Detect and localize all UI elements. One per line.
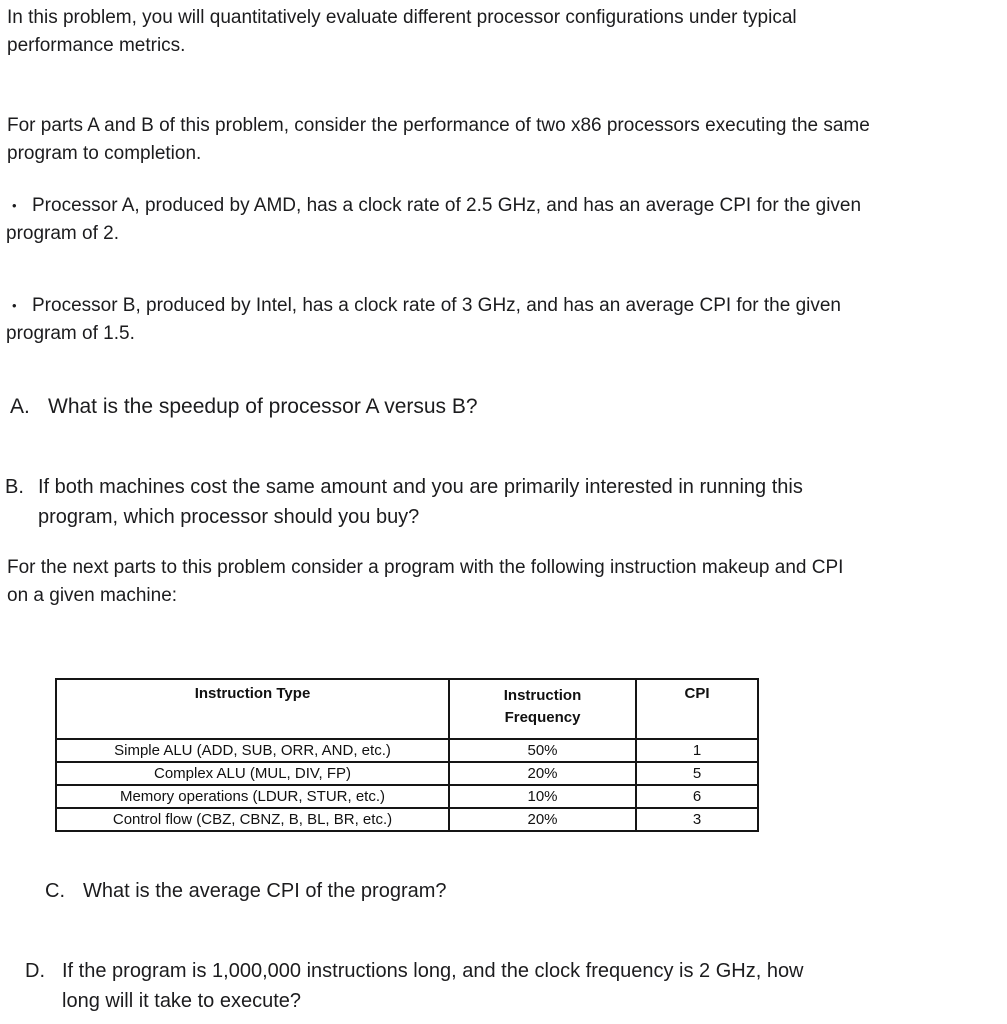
col-header-instruction-type <box>56 679 449 739</box>
processor-a-line-1: Processor A, produced by AMD, has a clock rate of 2.5 GHz, and has an average CPI for the given <box>32 195 862 216</box>
bullet-processor-a <box>6 192 861 248</box>
table-row <box>56 808 758 831</box>
question-b-line-2: program, which processor should you buy? <box>38 506 420 528</box>
intro-line-2: performance metrics. <box>7 35 186 56</box>
col-header-instruction-frequency <box>449 679 636 739</box>
intro-paragraph <box>7 4 797 60</box>
question-b-line-1: If both machines cost the same amount and you are primarily interested in running this <box>38 476 803 498</box>
col-header-cpi <box>636 679 758 739</box>
cell-cpi: 3 <box>636 808 758 831</box>
cell-frequency: 50% <box>449 739 636 762</box>
question-c-label: C. <box>45 880 65 902</box>
question-c <box>45 876 447 906</box>
processor-a-line-2: program of 2. <box>6 223 119 244</box>
cell-instruction-type: Complex ALU (MUL, DIV, FP) <box>56 762 449 785</box>
question-d-line-1: If the program is 1,000,000 instructions long, and the clock frequency is 2 GHz, how <box>62 960 804 982</box>
instruction-table-body <box>56 739 758 831</box>
processor-b-line-2: program of 1.5. <box>6 323 135 344</box>
cell-cpi: 1 <box>636 739 758 762</box>
table-intro-paragraph <box>7 554 843 610</box>
instruction-table <box>55 678 759 832</box>
table-header-row <box>56 679 758 739</box>
question-d-line-2: long will it take to execute? <box>62 990 302 1012</box>
table-intro-line-2: on a given machine: <box>7 585 178 606</box>
col-header-instruction-type-label: Instruction Type <box>194 685 311 702</box>
col-header-cpi-label: CPI <box>684 685 710 702</box>
bullet-processor-b <box>6 292 841 348</box>
cell-instruction-type: Memory operations (LDUR, STUR, etc.) <box>56 785 449 808</box>
table-row <box>56 785 758 808</box>
question-b-label: B. <box>5 476 24 498</box>
parts-ab-line-2: program to completion. <box>7 143 202 164</box>
question-a <box>10 392 478 422</box>
cell-frequency: 20% <box>449 762 636 785</box>
cell-frequency: 20% <box>449 808 636 831</box>
intro-line-1: In this problem, you will quantitatively evaluate different processor configurations under typical <box>7 7 797 28</box>
table-intro-line-1: For the next parts to this problem consider a program with the following instruction makeup and CPI <box>7 557 844 578</box>
question-b <box>5 472 803 532</box>
cell-frequency: 10% <box>449 785 636 808</box>
cell-cpi: 5 <box>636 762 758 785</box>
cell-instruction-type: Simple ALU (ADD, SUB, ORR, AND, etc.) <box>56 739 449 762</box>
table-row <box>56 739 758 762</box>
processor-b-line-1: Processor B, produced by Intel, has a clock rate of 3 GHz, and has an average CPI for the given <box>32 295 841 316</box>
question-d-label: D. <box>25 960 45 982</box>
question-a-label: A. <box>10 395 30 418</box>
table-row <box>56 762 758 785</box>
col-header-instruction-frequency-label: Instruction Frequency <box>503 687 582 726</box>
question-a-text: What is the speedup of processor A versus B? <box>48 395 478 418</box>
parts-ab-line-1: For parts A and B of this problem, consider the performance of two x86 processors executing the same <box>7 115 870 136</box>
bullet-icon: • <box>12 298 17 313</box>
bullet-icon: • <box>12 198 17 213</box>
cell-cpi: 6 <box>636 785 758 808</box>
instruction-table-header <box>56 679 758 739</box>
question-d <box>25 956 804 1016</box>
parts-ab-intro-paragraph <box>7 112 870 168</box>
question-c-text: What is the average CPI of the program? <box>83 880 447 902</box>
cell-instruction-type: Control flow (CBZ, CBNZ, B, BL, BR, etc.) <box>56 808 449 831</box>
